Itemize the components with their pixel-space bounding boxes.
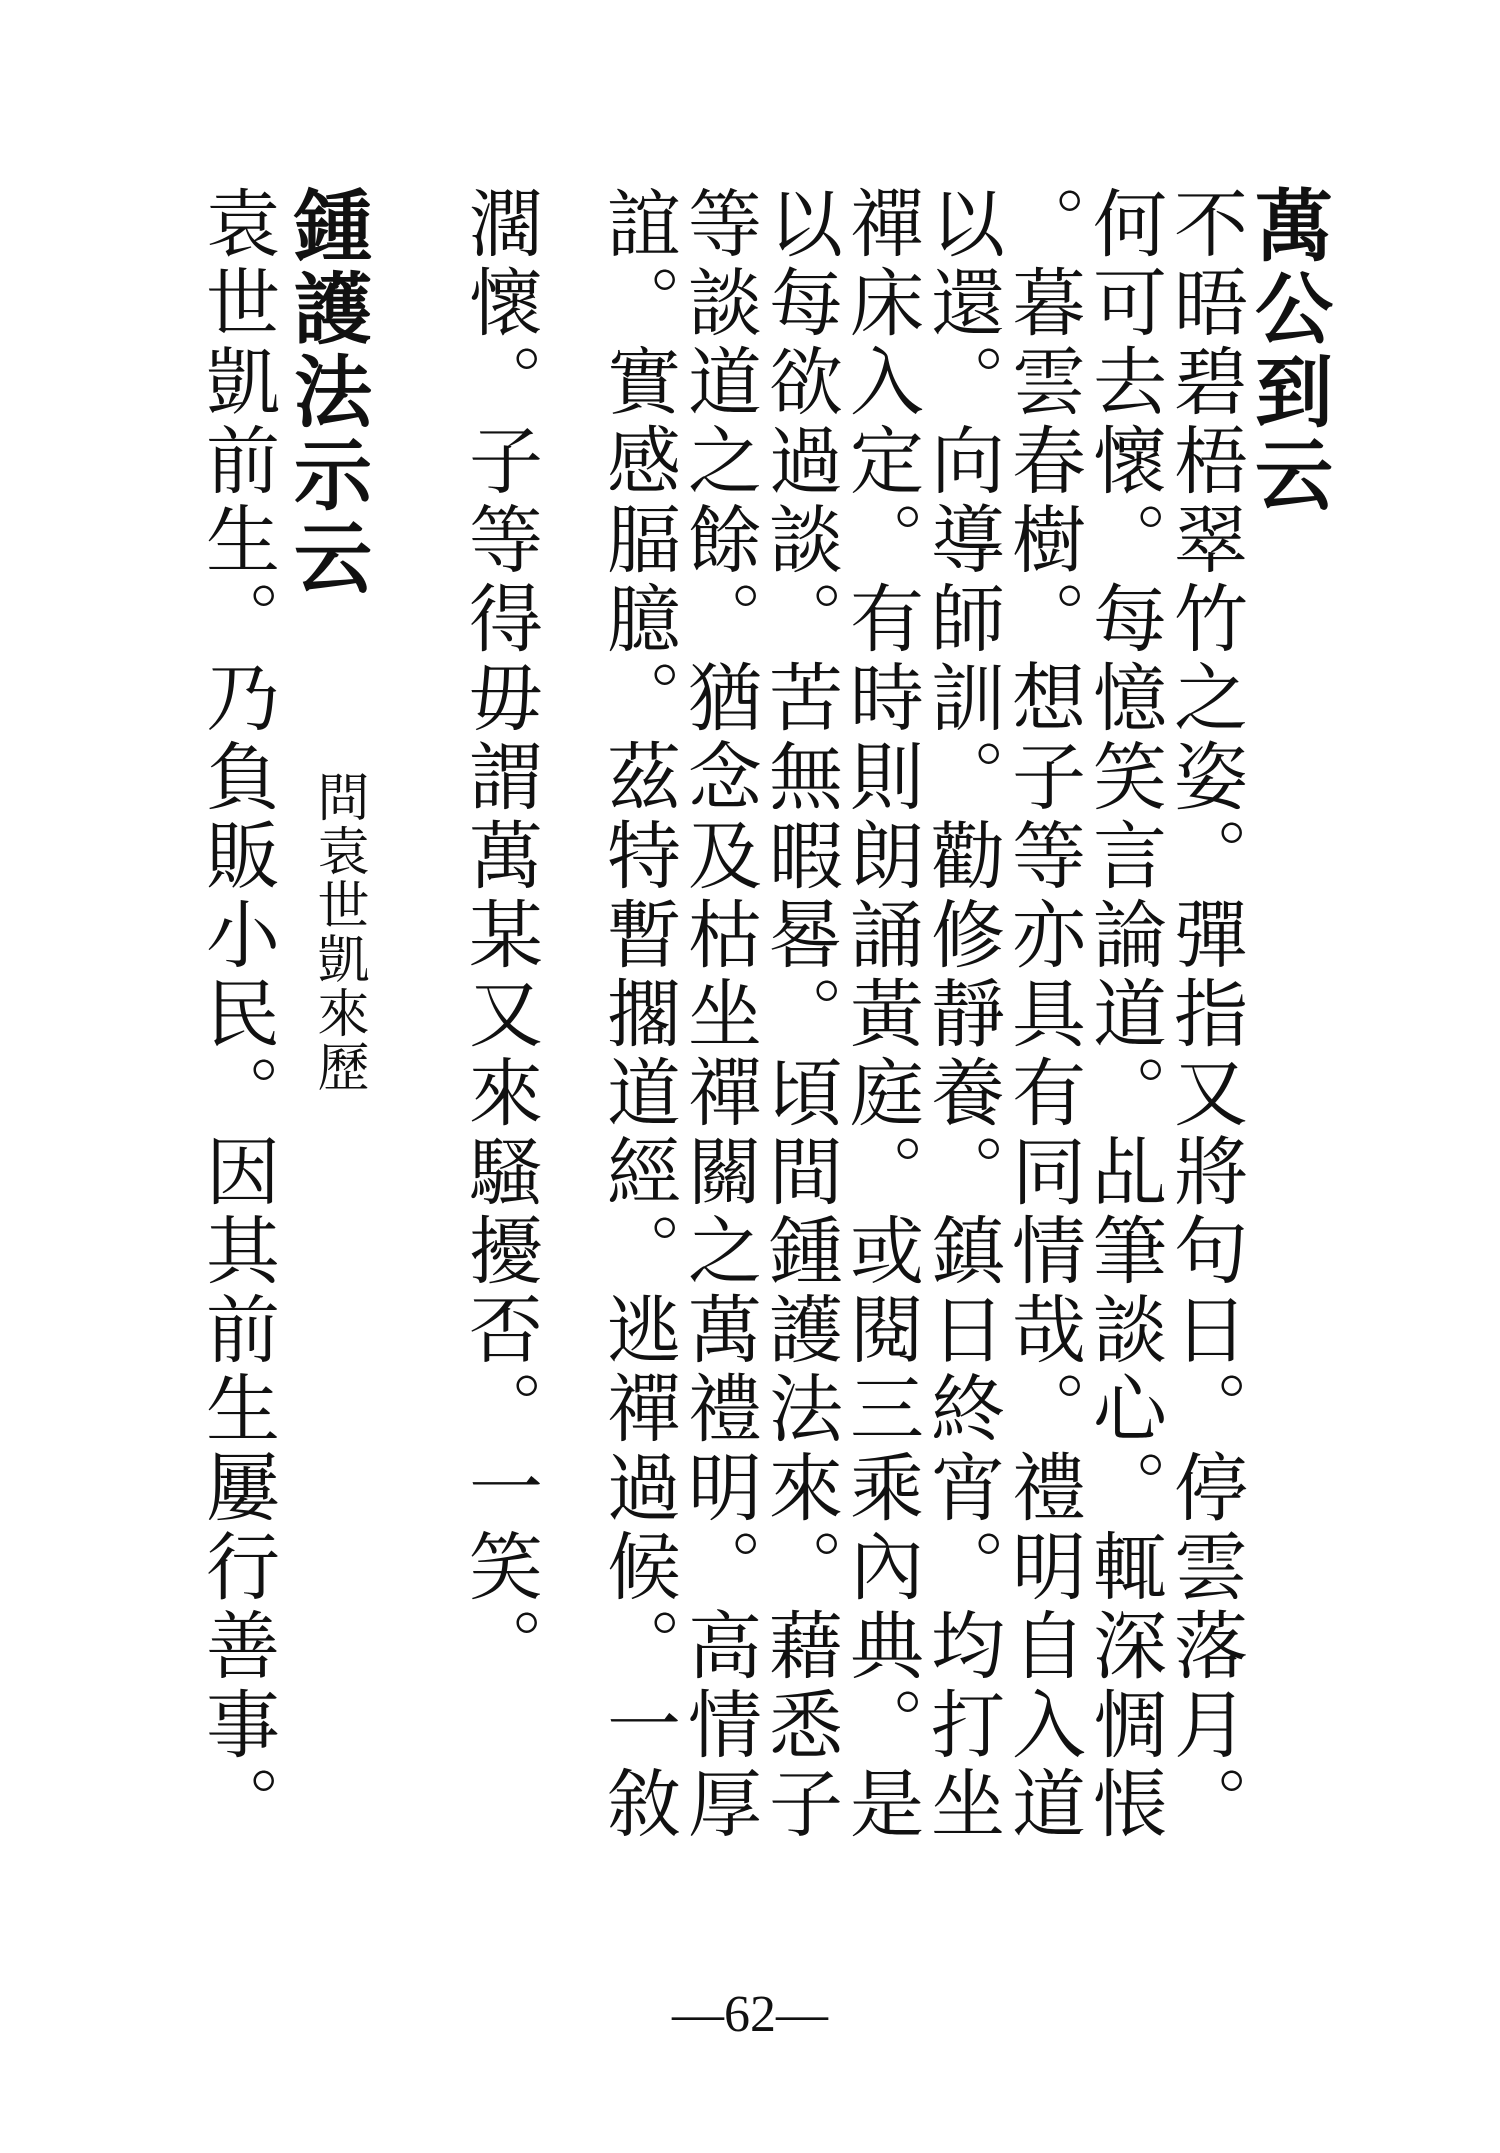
text-column: 。暮雲春樹。想子等亦具有同情哉。禮明自入道 [1000,185,1086,1844]
text-column: 以每欲過談。苦無暇晷。頃間鍾護法來。藉悉子 [757,185,843,1844]
page-number: —62— [672,1986,828,2043]
text-column: 誼。實感腷臆。茲特暫擱道經。逃禪過候。一敘 [595,185,681,1844]
section-title-wan: 萬公到云 [1242,185,1333,517]
text-column: 等談道之餘。猶念及枯坐禪關之萬禮明。高情厚 [676,185,762,1844]
text-column: 不晤碧梧翠竹之姿。彈指又將句日。停雲落月。 [1162,185,1248,1844]
section-note: 問袁世凱來歷 [308,770,368,1094]
text-column: 濶懷。子等得毋謂萬某又來騷擾否。一笑。 [457,185,543,1686]
text-column: 禪床入定。有時則朗誦黃庭。或閱三乘內典。是 [838,185,924,1844]
text-column: 袁世凱前生。乃負販小民。因其前生屢行善事。 [194,185,280,1844]
text-column: 以還。向導師訓。勸修靜養。鎮日終宵。均打坐 [919,185,1005,1844]
section-title-zhong: 鍾護法示云 [281,185,372,600]
text-column: 何可去懷。每憶笑言論道。乩筆談心。輒深惆悵 [1081,185,1167,1844]
